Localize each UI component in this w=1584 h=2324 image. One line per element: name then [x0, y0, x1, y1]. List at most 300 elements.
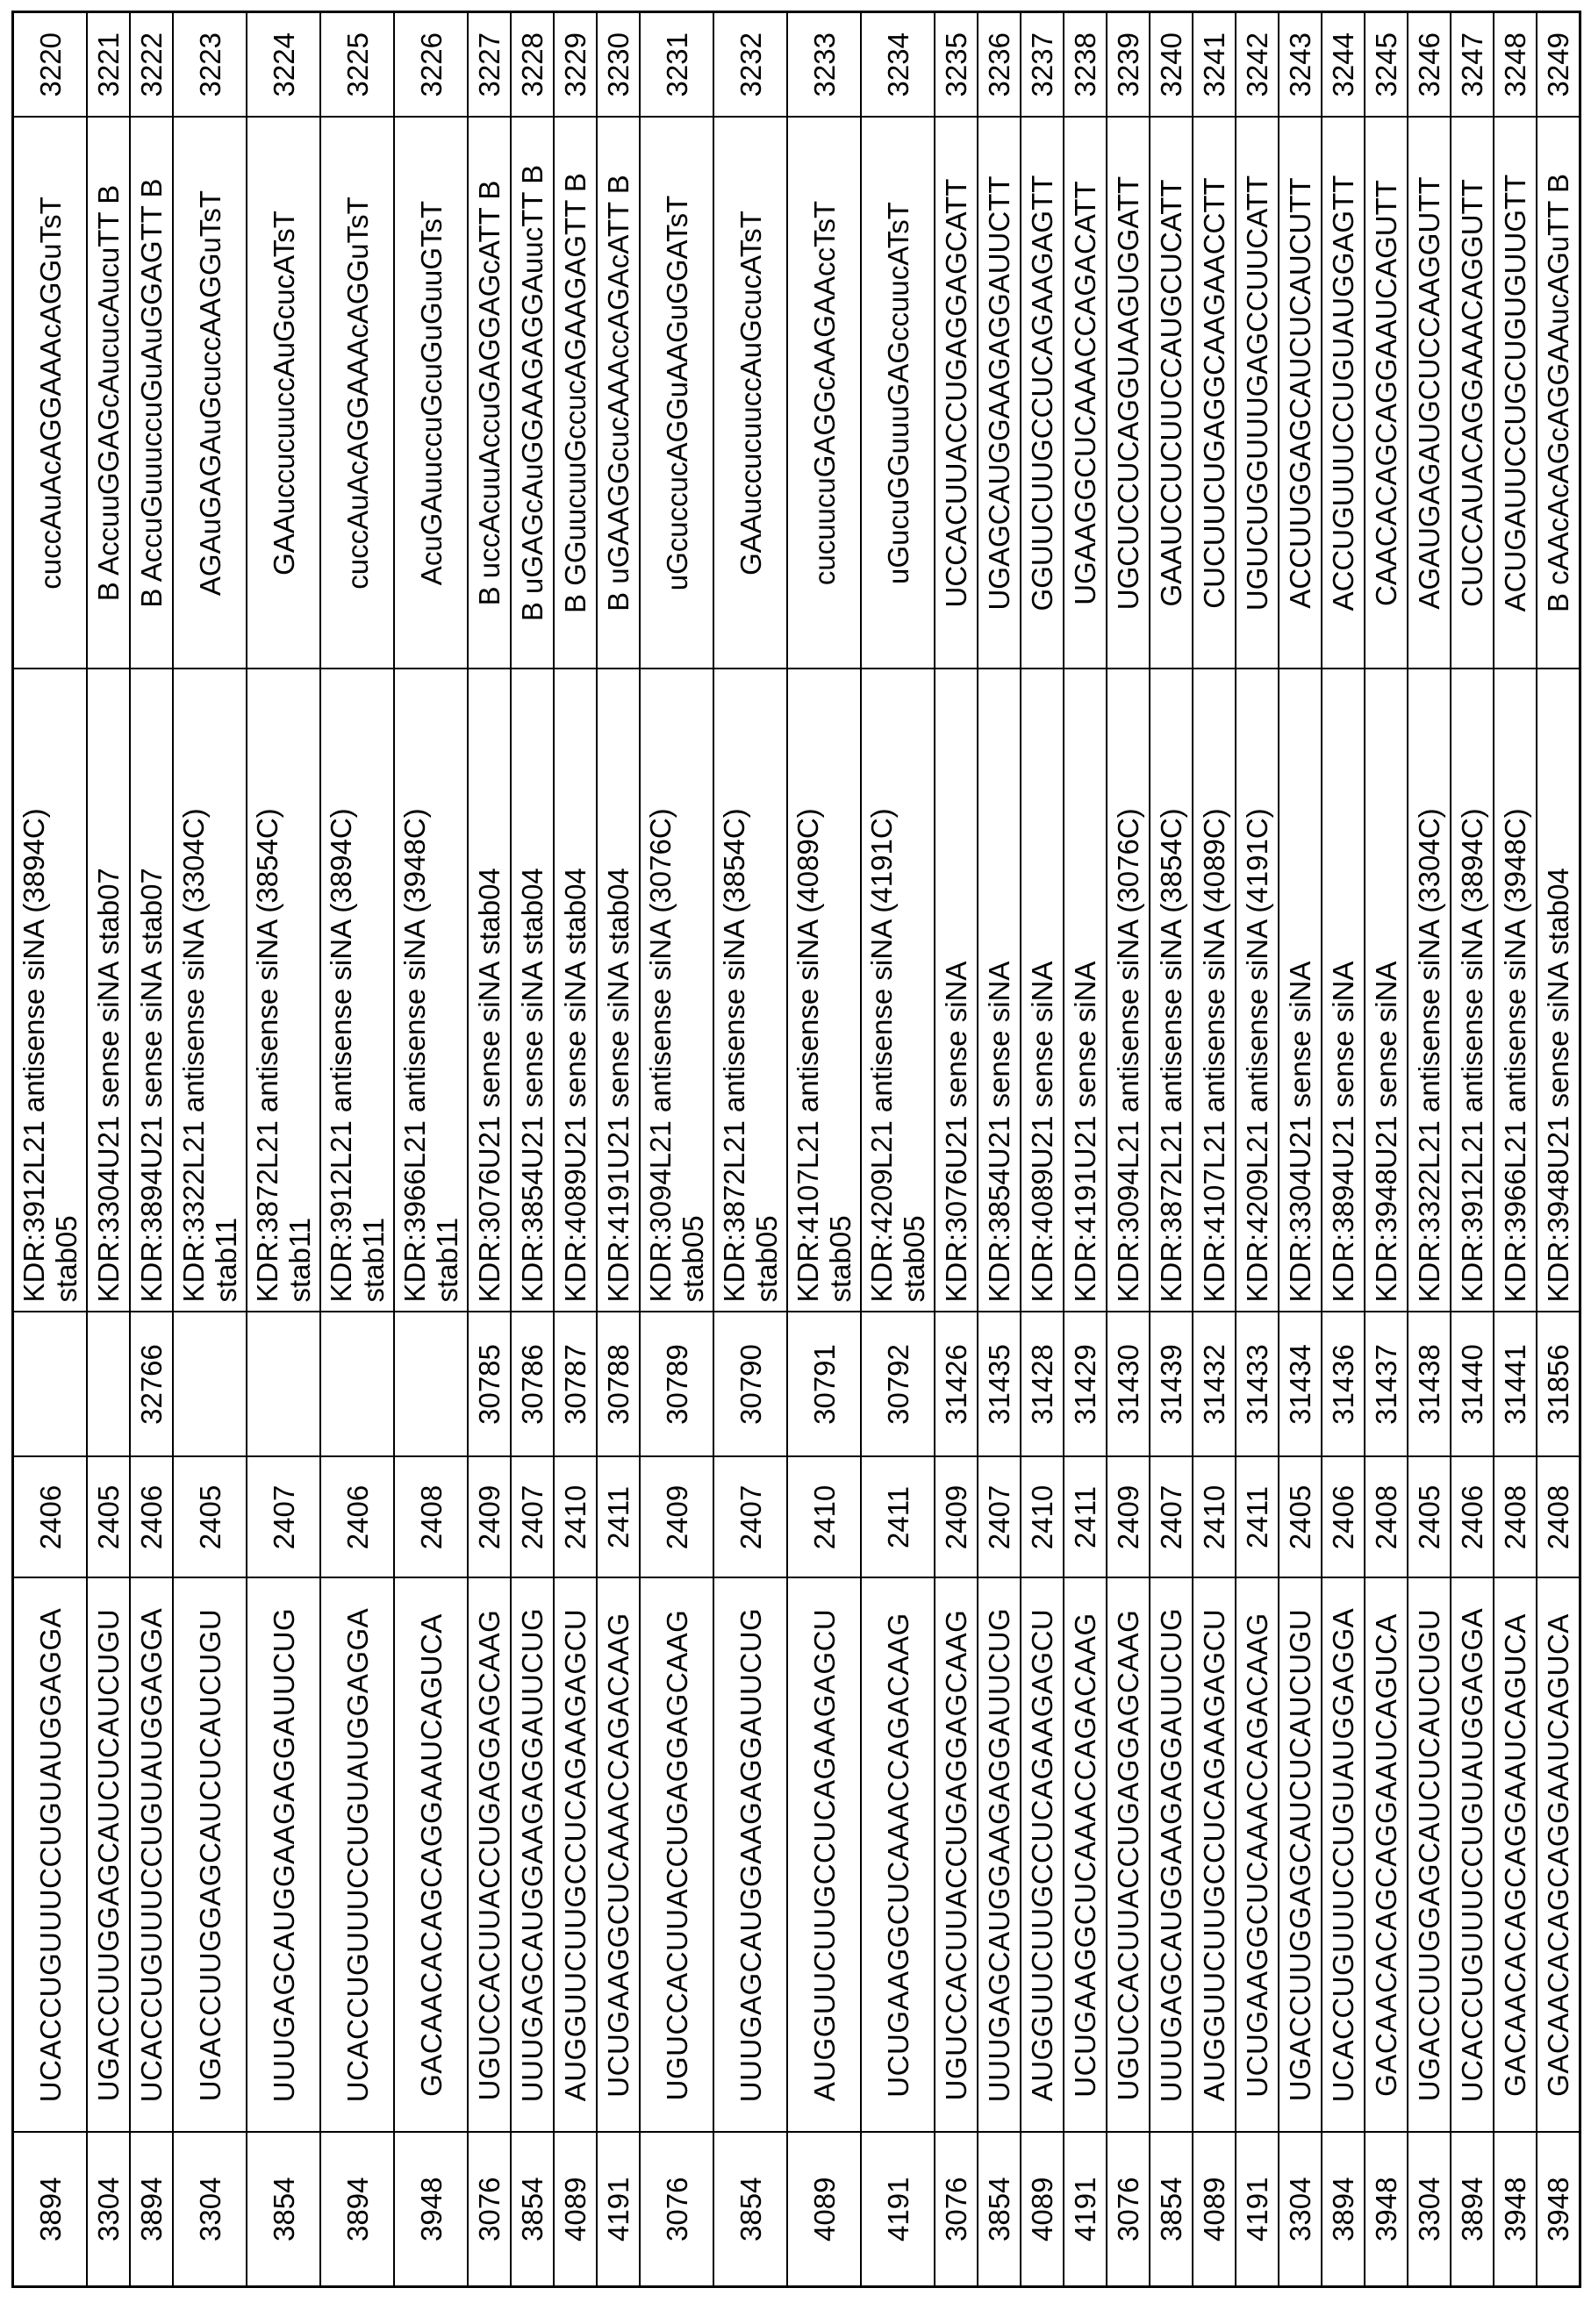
sina-sequence-cell [1236, 118, 1279, 669]
seq-id-target-text: 2407 [516, 1485, 548, 1549]
target-position-text: 3076 [1112, 2177, 1144, 2242]
seq-id-cell [787, 12, 861, 118]
sina-sequence-cell [468, 118, 511, 669]
seq-id-target-text: 2409 [940, 1485, 972, 1549]
sina-sequence-text: cuccAuAcAGGAAAcAGGuTsT [34, 197, 67, 589]
seq-id-target-cell [511, 1457, 554, 1578]
compound-number-cell [247, 1312, 320, 1457]
target-sequence-cell [1365, 1578, 1408, 2133]
seq-id-target-cell [1408, 1457, 1451, 1578]
table-row [468, 12, 511, 2287]
seq-id-text: 3220 [34, 32, 67, 97]
sina-sequence-text: B uGAAGGcucAAAccAGAcATT B [602, 175, 634, 611]
target-position-text: 3304 [92, 2177, 125, 2242]
table-row [1064, 12, 1107, 2287]
target-sequence-cell [1107, 1578, 1150, 2133]
seq-id-text: 3228 [516, 32, 548, 97]
table-row [511, 12, 554, 2287]
seq-id-cell [1064, 12, 1107, 118]
seq-id-target-text: 2409 [1112, 1485, 1144, 1549]
target-sequence-cell [320, 1578, 394, 2133]
table-row [1408, 12, 1451, 2287]
sina-name-cell [1107, 669, 1150, 1312]
seq-id-cell [935, 12, 978, 118]
table-row [1107, 12, 1150, 2287]
compound-number-text: 30792 [882, 1344, 914, 1425]
table-row [13, 12, 88, 2287]
seq-id-target-text: 2408 [415, 1485, 448, 1549]
target-position-text: 3948 [1370, 2177, 1402, 2242]
target-sequence-text: UGUCCACUUACCUGAGGAGCAAG [1112, 1610, 1144, 2101]
compound-number-text: 31856 [1542, 1344, 1574, 1425]
seq-id-target-cell [554, 1457, 597, 1578]
table-row [1150, 12, 1193, 2287]
sina-sequence-text: AGAuGAGAuGcuccAAGGuTsT [194, 190, 226, 596]
sina-name-text: KDR:4209L21 antisense siNA (4191C) [1241, 808, 1273, 1302]
seq-id-cell [247, 12, 320, 118]
table-row [861, 12, 935, 2287]
seq-id-cell [87, 12, 130, 118]
compound-number-cell [468, 1312, 511, 1457]
seq-id-cell [1193, 12, 1236, 118]
seq-id-target-cell [861, 1457, 935, 1578]
target-position-cell [1236, 2133, 1279, 2287]
sina-name-cell [468, 669, 511, 1312]
compound-number-cell [1494, 1312, 1537, 1457]
sina-name-cell [640, 669, 713, 1312]
target-position-cell [511, 2133, 554, 2287]
table-row [597, 12, 640, 2287]
target-position-cell [597, 2133, 640, 2287]
seq-id-target-cell [130, 1457, 173, 1578]
seq-id-target-cell [640, 1457, 713, 1578]
target-position-cell [861, 2133, 935, 2287]
seq-id-cell [1021, 12, 1064, 118]
seq-id-cell [640, 12, 713, 118]
seq-id-target-text: 2406 [341, 1485, 374, 1549]
seq-id-target-text: 2405 [1413, 1485, 1445, 1549]
target-position-cell [1150, 2133, 1193, 2287]
sina-sequence-cell [130, 118, 173, 669]
seq-id-cell [1494, 12, 1537, 118]
target-sequence-cell [1150, 1578, 1193, 2133]
seq-id-target-cell [1365, 1457, 1408, 1578]
compound-number-text: 32766 [135, 1344, 168, 1425]
seq-id-cell [1107, 12, 1150, 118]
sina-name-cell [394, 669, 468, 1312]
sina-name-cell [247, 669, 320, 1312]
sina-sequence-cell [1451, 118, 1494, 669]
seq-id-target-cell [1193, 1457, 1236, 1578]
target-sequence-text: UCACCUGUUUCCUGUAUGGAGGA [1456, 1608, 1488, 2102]
seq-id-target-cell [1537, 1457, 1580, 1578]
target-sequence-text: UGUCCACUUACCUGAGGAGCAAG [661, 1610, 693, 2101]
compound-number-cell [1150, 1312, 1193, 1457]
target-position-cell [935, 2133, 978, 2287]
sina-sequence-text: CUCCAUACAGGAAACAGGUTT [1456, 179, 1488, 607]
table-row [978, 12, 1021, 2287]
compound-number-text: 31441 [1499, 1344, 1531, 1425]
compound-number-cell [1365, 1312, 1408, 1457]
sina-sequence-text: cuccAuAcAGGAAAcAGGuTsT [341, 197, 374, 589]
sina-sequence-text: B AccuuGGAGcAucucAucuTT B [92, 185, 125, 601]
seq-id-target-text: 2406 [1327, 1485, 1359, 1549]
target-position-text: 3894 [1456, 2177, 1488, 2242]
seq-id-target-text: 2406 [34, 1485, 67, 1549]
sina-sequence-text: UCCACUUACCUGAGGAGCATT [940, 179, 972, 608]
target-sequence-text: AUGGUUCUUGCCUCAGAAGAGCU [808, 1609, 841, 2102]
target-position-cell [1107, 2133, 1150, 2287]
target-position-cell [1021, 2133, 1064, 2287]
sina-sequence-cell [787, 118, 861, 669]
target-sequence-cell [597, 1578, 640, 2133]
sina-name-cell [861, 669, 935, 1312]
sina-name-text: KDR:3094L21 antisense siNA (3076C) stab05 [644, 733, 709, 1303]
target-sequence-cell [1322, 1578, 1365, 2133]
compound-number-cell [394, 1312, 468, 1457]
compound-number-cell [1322, 1312, 1365, 1457]
sina-name-cell [554, 669, 597, 1312]
seq-id-cell [1150, 12, 1193, 118]
compound-number-cell [130, 1312, 173, 1457]
seq-id-text: 3240 [1155, 32, 1187, 97]
target-sequence-cell [468, 1578, 511, 2133]
sina-name-cell [173, 669, 247, 1312]
seq-id-target-cell [87, 1457, 130, 1578]
sina-sequence-text: GAAuccucuuccAuGcucATsT [735, 211, 767, 576]
seq-id-cell [1365, 12, 1408, 118]
sina-name-text: KDR:3948U21 sense siNA stab04 [1542, 868, 1574, 1302]
compound-number-text: 30789 [661, 1344, 693, 1425]
sina-name-cell [1451, 669, 1494, 1312]
sina-sequence-text: CUCUUCUGAGGCAAGAACCTT [1198, 177, 1230, 608]
seq-id-cell [1279, 12, 1322, 118]
target-position-cell [640, 2133, 713, 2287]
seq-id-cell [597, 12, 640, 118]
seq-id-target-text: 2405 [92, 1485, 125, 1549]
sina-name-cell [1365, 669, 1408, 1312]
target-sequence-cell [1064, 1578, 1107, 2133]
seq-id-text: 3221 [92, 32, 125, 97]
sina-name-text: KDR:3322L21 antisense siNA (3304C) [1413, 808, 1445, 1302]
target-sequence-text: UCACCUGUUUCCUGUAUGGAGGA [34, 1608, 67, 2102]
sina-name-cell [1021, 669, 1064, 1312]
sina-sequence-table [11, 11, 1581, 2288]
sina-name-text: KDR:3854U21 sense siNA stab04 [516, 868, 548, 1302]
sina-sequence-cell [1408, 118, 1451, 669]
target-position-text: 4089 [1198, 2177, 1230, 2242]
target-sequence-cell [173, 1578, 247, 2133]
target-position-cell [1451, 2133, 1494, 2287]
seq-id-target-text: 2407 [983, 1485, 1015, 1549]
seq-id-target-cell [1451, 1457, 1494, 1578]
target-sequence-text: UGACCUUGGAGCAUCUCAUCUGU [92, 1609, 125, 2102]
seq-id-target-text: 2410 [1198, 1485, 1230, 1549]
target-sequence-text: UUUGAGCAUGGAAGAGGAUUCUG [1155, 1608, 1187, 2102]
compound-number-cell [1537, 1312, 1580, 1457]
seq-id-text: 3225 [341, 32, 374, 97]
compound-number-text: 31438 [1413, 1344, 1445, 1425]
seq-id-target-text: 2411 [602, 1486, 634, 1548]
seq-id-text: 3234 [882, 32, 914, 97]
compound-number-cell [787, 1312, 861, 1457]
seq-id-text: 3230 [602, 32, 634, 97]
compound-number-cell [1064, 1312, 1107, 1457]
compound-number-cell [173, 1312, 247, 1457]
seq-id-text: 3246 [1413, 32, 1445, 97]
target-sequence-text: UUUGAGCAUGGAAGAGGAUUCUG [516, 1608, 548, 2102]
sina-sequence-cell [87, 118, 130, 669]
target-sequence-cell [978, 1578, 1021, 2133]
rotated-table-page [11, 13, 1581, 2288]
seq-id-target-text: 2407 [1155, 1485, 1187, 1549]
table-row [247, 12, 320, 2287]
sina-sequence-cell [978, 118, 1021, 669]
seq-id-cell [130, 12, 173, 118]
seq-id-target-text: 2411 [1241, 1486, 1273, 1548]
compound-number-text: 31433 [1241, 1344, 1273, 1425]
seq-id-target-cell [935, 1457, 978, 1578]
compound-number-cell [935, 1312, 978, 1457]
seq-id-target-cell [468, 1457, 511, 1578]
target-sequence-text: UCUGAAGGCUCAAACCAGACAAG [1069, 1612, 1101, 2097]
seq-id-cell [554, 12, 597, 118]
sina-sequence-text: GAAUCCUCUUCCAUGCUCATT [1155, 179, 1187, 606]
sina-name-cell [87, 669, 130, 1312]
sina-sequence-text: AGAUGAGAUGCUCCAAGGUTT [1413, 176, 1445, 609]
sina-name-cell [1408, 669, 1451, 1312]
seq-id-cell [861, 12, 935, 118]
target-position-text: 3854 [1155, 2177, 1187, 2242]
seq-id-target-cell [320, 1457, 394, 1578]
seq-id-text: 3224 [268, 32, 300, 97]
sina-name-text: KDR:3076U21 sense siNA [940, 962, 972, 1303]
compound-number-cell [1408, 1312, 1451, 1457]
compound-number-cell [13, 1312, 88, 1457]
target-position-text: 4089 [1026, 2177, 1058, 2242]
target-sequence-text: UGACCUUGGAGCAUCUCAUCUGU [1413, 1609, 1445, 2102]
sina-sequence-cell [394, 118, 468, 669]
sina-sequence-cell [1365, 118, 1408, 669]
target-position-text: 3894 [341, 2177, 374, 2242]
sina-sequence-text: ACCUGUUUCCUGUAUGGAGTT [1327, 175, 1359, 611]
sina-name-text: KDR:3094L21 antisense siNA (3076C) [1112, 808, 1144, 1302]
sina-sequence-text: GAAuccucuuccAuGcucATsT [268, 211, 300, 576]
target-sequence-cell [87, 1578, 130, 2133]
target-position-text: 4191 [602, 2177, 634, 2242]
seq-id-target-text: 2407 [735, 1485, 767, 1549]
target-sequence-text: AUGGUUCUUGCCUCAGAAGAGCU [1026, 1609, 1058, 2102]
seq-id-target-cell [1107, 1457, 1150, 1578]
sina-sequence-cell [554, 118, 597, 669]
target-position-cell [1064, 2133, 1107, 2287]
sina-name-cell [13, 669, 88, 1312]
sina-name-cell [597, 669, 640, 1312]
sina-sequence-cell [597, 118, 640, 669]
compound-number-text: 30788 [602, 1344, 634, 1425]
sina-name-cell [320, 669, 394, 1312]
target-sequence-text: GACAACACAGCAGGAAUCAGUCA [1542, 1613, 1574, 2097]
seq-id-cell [713, 12, 787, 118]
target-position-cell [87, 2133, 130, 2287]
table-row [130, 12, 173, 2287]
table-row [87, 12, 130, 2287]
seq-id-target-text: 2410 [1026, 1485, 1058, 1549]
table-row [1322, 12, 1365, 2287]
compound-number-text: 31440 [1456, 1344, 1488, 1425]
table-row [320, 12, 394, 2287]
seq-id-target-text: 2406 [1456, 1485, 1488, 1549]
target-sequence-text: UCUGAAGGCUCAAACCAGACAAG [1241, 1612, 1273, 2097]
target-sequence-text: UGACCUUGGAGCAUCUCAUCUGU [1284, 1609, 1316, 2102]
target-sequence-cell [1236, 1578, 1279, 2133]
seq-id-target-cell [787, 1457, 861, 1578]
sina-name-cell [978, 669, 1021, 1312]
seq-id-target-text: 2409 [661, 1485, 693, 1549]
target-sequence-cell [1451, 1578, 1494, 2133]
sina-name-cell [1537, 669, 1580, 1312]
table-row [787, 12, 861, 2287]
seq-id-text: 3247 [1456, 32, 1488, 97]
sina-sequence-cell [511, 118, 554, 669]
target-position-text: 3948 [1499, 2177, 1531, 2242]
sina-sequence-cell [1150, 118, 1193, 669]
sina-sequence-text: ACUGAUUCCUGCUGUGUUGTT [1499, 175, 1531, 612]
sina-sequence-text: GGUUCUUGCCUCAGAAGAGTT [1026, 175, 1058, 611]
seq-id-cell [173, 12, 247, 118]
seq-id-target-text: 2405 [194, 1485, 226, 1549]
target-position-cell [1537, 2133, 1580, 2287]
compound-number-cell [978, 1312, 1021, 1457]
sina-name-text: KDR:3966L21 antisense siNA (3948C) stab11 [398, 733, 463, 1303]
table-row [1537, 12, 1580, 2287]
target-sequence-cell [394, 1578, 468, 2133]
sina-sequence-cell [173, 118, 247, 669]
sina-sequence-cell [1537, 118, 1580, 669]
seq-id-cell [1408, 12, 1451, 118]
sina-name-cell [1236, 669, 1279, 1312]
sina-sequence-text: uGucuGGuuuGAGccuucATsT [882, 202, 914, 584]
target-position-text: 3304 [194, 2177, 226, 2242]
target-sequence-text: UCACCUGUUUCCUGUAUGGAGGA [1327, 1608, 1359, 2102]
target-position-cell [713, 2133, 787, 2287]
compound-number-text: 31426 [940, 1344, 972, 1425]
sina-name-text: KDR:4107L21 antisense siNA (4089C) stab05 [792, 733, 857, 1303]
target-position-cell [468, 2133, 511, 2287]
seq-id-target-cell [173, 1457, 247, 1578]
target-sequence-cell [1021, 1578, 1064, 2133]
sina-name-text: KDR:3912L21 antisense siNA (3894C) [1456, 808, 1488, 1302]
target-position-cell [1193, 2133, 1236, 2287]
sina-sequence-text: B uGAGcAuGGAAGAGGAuucTT B [516, 165, 548, 621]
sina-name-text: KDR:3912L21 antisense siNA (3894C) stab05 [18, 733, 82, 1303]
seq-id-target-cell [13, 1457, 88, 1578]
compound-number-cell [1279, 1312, 1322, 1457]
compound-number-cell [320, 1312, 394, 1457]
target-position-cell [1365, 2133, 1408, 2287]
compound-number-text: 31435 [983, 1344, 1015, 1425]
sina-name-cell [1322, 669, 1365, 1312]
compound-number-text: 31429 [1069, 1344, 1101, 1425]
sina-sequence-text: AcuGAuuccuGcuGuGuuGTsT [415, 201, 448, 585]
target-sequence-cell [1193, 1578, 1236, 2133]
seq-id-target-text: 2405 [1284, 1485, 1316, 1549]
target-position-cell [978, 2133, 1021, 2287]
seq-id-cell [1537, 12, 1580, 118]
sina-name-text: KDR:4191U21 sense siNA stab04 [602, 868, 634, 1302]
sina-sequence-cell [1279, 118, 1322, 669]
target-position-text: 3894 [34, 2177, 67, 2242]
target-position-cell [130, 2133, 173, 2287]
seq-id-cell [13, 12, 88, 118]
target-sequence-text: UCUGAAGGCUCAAACCAGACAAG [882, 1612, 914, 2097]
compound-number-text: 30786 [516, 1344, 548, 1425]
sina-sequence-text: B GGuucuuGccucAGAAGAGTT B [559, 173, 591, 613]
table-row [173, 12, 247, 2287]
sina-name-cell [1150, 669, 1193, 1312]
table-row [394, 12, 468, 2287]
sina-name-cell [1064, 669, 1107, 1312]
sina-name-cell [713, 669, 787, 1312]
target-position-cell [13, 2133, 88, 2287]
compound-number-cell [1451, 1312, 1494, 1457]
sina-name-text: KDR:4191U21 sense siNA [1069, 962, 1101, 1303]
sina-name-text: KDR:3304U21 sense siNA [1284, 962, 1316, 1303]
seq-id-cell [1236, 12, 1279, 118]
table-row [713, 12, 787, 2287]
sina-sequence-cell [713, 118, 787, 669]
target-sequence-cell [713, 1578, 787, 2133]
target-sequence-text: UCACCUGUUUCCUGUAUGGAGGA [135, 1608, 168, 2102]
sina-sequence-text: B AccuGuuuccuGuAuGGAGTT B [135, 178, 168, 607]
sina-name-text: KDR:3894U21 sense siNA [1327, 962, 1359, 1303]
compound-number-text: 30790 [735, 1344, 767, 1425]
compound-number-text: 31439 [1155, 1344, 1187, 1425]
compound-number-text: 31428 [1026, 1344, 1058, 1425]
seq-id-text: 3226 [415, 32, 448, 97]
sina-sequence-text: uGcuccucAGGuAAGuGGATsT [661, 196, 693, 591]
seq-id-text: 3241 [1198, 32, 1230, 97]
compound-number-cell [87, 1312, 130, 1457]
seq-id-cell [1322, 12, 1365, 118]
seq-id-target-text: 2406 [135, 1485, 168, 1549]
sina-name-text: KDR:3872L21 antisense siNA (3854C) stab05 [718, 733, 783, 1303]
sina-name-text: KDR:3912L21 antisense siNA (3894C) stab11 [325, 733, 390, 1303]
target-sequence-text: UUUGAGCAUGGAAGAGGAUUCUG [735, 1608, 767, 2102]
seq-id-target-text: 2409 [473, 1485, 505, 1549]
table-row [935, 12, 978, 2287]
target-sequence-text: GACAACACAGCAGGAAUCAGUCA [415, 1613, 448, 2097]
target-sequence-cell [640, 1578, 713, 2133]
sina-sequence-text: UGCUCCUCAGGUAAGUGGATT [1112, 176, 1144, 610]
target-position-text: 3854 [516, 2177, 548, 2242]
seq-id-cell [978, 12, 1021, 118]
compound-number-cell [640, 1312, 713, 1457]
target-sequence-text: AUGGUUCUUGCCUCAGAAGAGCU [559, 1609, 591, 2102]
seq-id-target-cell [1236, 1457, 1279, 1578]
sina-sequence-text: UGUCUGGUUUGAGCCUUCATT [1241, 175, 1273, 611]
seq-id-text: 3223 [194, 32, 226, 97]
target-sequence-cell [787, 1578, 861, 2133]
target-sequence-text: UCACCUGUUUCCUGUAUGGAGGA [341, 1608, 374, 2102]
seq-id-target-text: 2407 [268, 1485, 300, 1549]
sina-name-text: KDR:3076U21 sense siNA stab04 [473, 868, 505, 1302]
seq-id-text: 3236 [983, 32, 1015, 97]
seq-id-target-cell [1021, 1457, 1064, 1578]
table-row [1494, 12, 1537, 2287]
seq-id-target-text: 2408 [1499, 1485, 1531, 1549]
target-sequence-text: UGACCUUGGAGCAUCUCAUCUGU [194, 1609, 226, 2102]
